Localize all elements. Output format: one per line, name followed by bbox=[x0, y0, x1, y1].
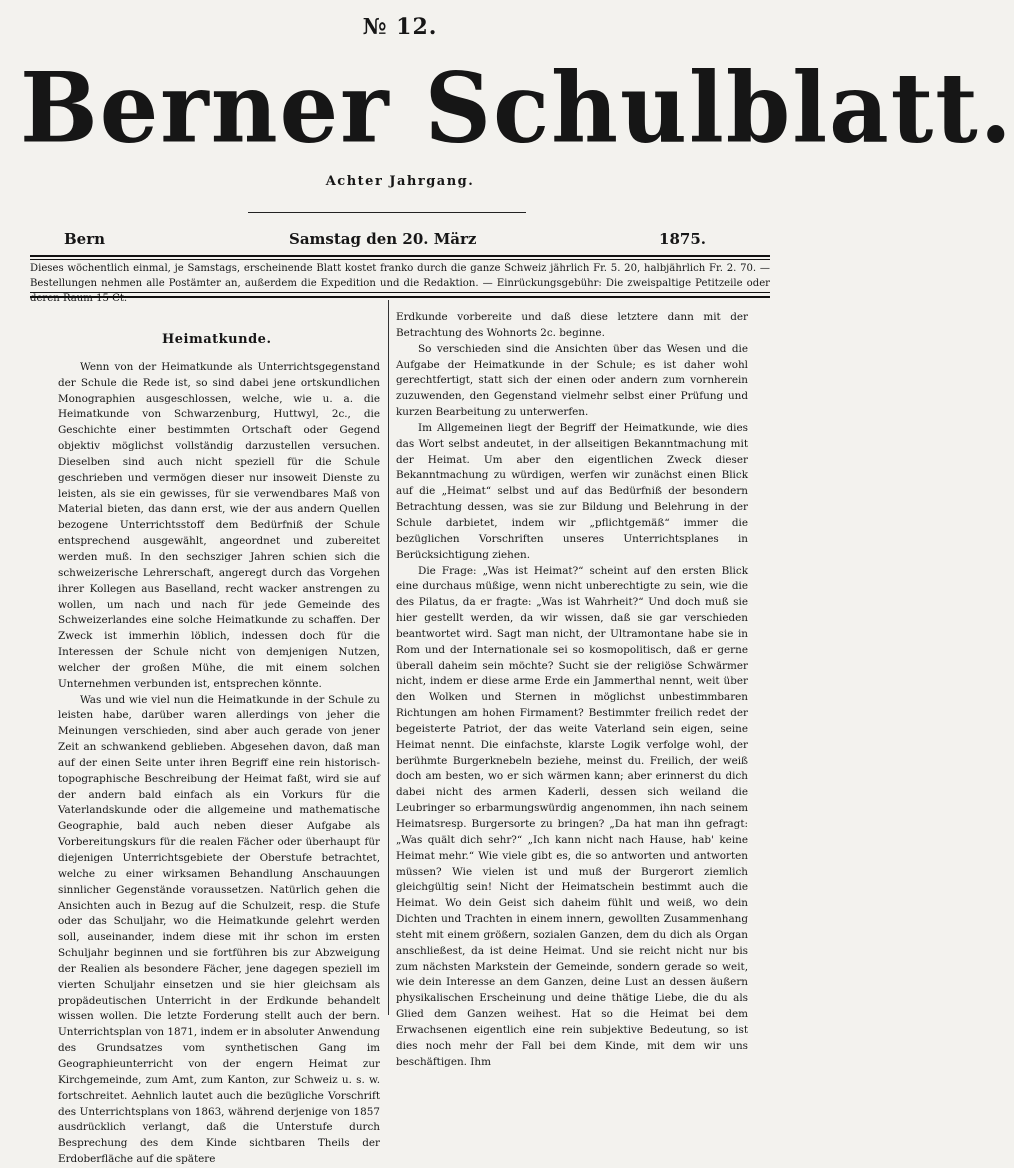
paragraph-continuation: Erdkunde vorbereite und daß diese letztere dann mit der Betrachtung des Wohnorts 2c. beginne. bbox=[396, 311, 748, 339]
masthead-title: Berner Schulblatt. bbox=[20, 51, 1014, 165]
rule-bottom-thin bbox=[30, 292, 770, 293]
volume-line: Achter Jahrgang. bbox=[325, 174, 475, 189]
dateline-place: Bern bbox=[64, 230, 106, 248]
rule-top-thick bbox=[30, 255, 770, 257]
column-divider bbox=[388, 300, 389, 1015]
rule-top-thin bbox=[30, 259, 770, 260]
paragraph: Wenn von der Heimatkunde als Unterrichtsgegenstand der Schule die Rede ist, so sind dabei jene ortskundlichen Monographien ausgeschlossen, welche, wie u. a. die Heimatkunde von Schwarzenburg, Huttwyl, 2c., die Geschichte einer bestimmten Ortschaft oder Gegend objektiv möglichst vollständig darzustellen versuchen. Dieselben sind auch nicht speziell für die Schule geschrieben und vermögen dieser nur insoweit Dienste zu leisten, als sie ein gewisses, für sie verwendbares Maß von Material bieten, das dann erst, wie der aus andern Quellen bezogene Unterrichtsstoff dem Bedürfniß der Schule entsprechend ausgewählt, angeordnet und zubereitet werden muß. In den sechsziger Jahren schien sich die schweizerische Lehrerschaft, angeregt durch das Vorgehen ihrer Kollegen aus Baselland, recht wacker anstrengen zu wollen, um nach und nach für jede Gemeinde des Schweizerlandes eine solche Heimatkunde zu schaffen. Der Zweck ist immerhin löblich, indessen doch für die Interessen der Schule nicht von demjenigen Nutzen, welcher der großen Mühe, die mit einem solchen Unternehmen verbunden ist, entsprechen könnte. bbox=[58, 360, 380, 690]
paragraph: Die Frage: „Was ist Heimat?“ scheint auf den ersten Blick eine durchaus müßige, wenn nicht unberechtigte zu sein, wie die des Pilatus, da er fragte: „Was ist Wahrheit?“ Und doch muß sie hier gestellt werden, da wir wissen, daß sie gar verschieden beantwortet wird. Sagt man nicht, der Ultramontane habe sie in Rom und der Internationale sei so kosmopolitisch, daß er gerne überall daheim sein möchte? Sucht sie der religiöse Schwärmer nicht, indem er diese arme Erde ein Jammerthal nennt, weit über den Wolken und Sternen in möglichst unbestimmbaren Richtungen am hohen Firmament? Bestimmter freilich redet der begeisterte Patriot, der das weite Vaterland sein eigen, seine Heimat nennt. Die einfachste, klarste Logik verfolge wohl, der berühmte Burgerknebeln beziehe, meinst du. Freilich, der weiß doch am besten, wo er sich wärmen kann; aber erinnerst du dich dabei nicht des armen Kaderli, dessen sich weiland die Leubringer so erbarmungswürdig angenommen, ihn nach seinem Heimatsresp. Burgersorte zu bringen? „Da hat man ihn gefragt: „Was quält dich sehr?“ „Ich kann nicht nach Hause, hab' keine Heimat mehr.“ Wie viele gibt es, die so antworten und antworten müssen? Wie vielen ist und muß der Burgerort ziemlich gleichgültig sein! Nicht der Heimatschein bestimmt auch die Heimat. Wo dein Geist sich daheim fühlt und weiß, wo dein Dichten und Trachten in einem innern, gewollten Zusammenhang steht mit einem größern, sozialen Ganzen, dem du dich als Organ anschließest, da ist deine Heimat. Und sie reicht nicht nur bis zum nächsten Markstein der Gemeinde, sondern gerade so weit, wie dein Interesse an dem Ganzen, deine Lust an dessen äußern physikalischen Erscheinung und deine thätige Liebe, die du als Glied dem Ganzen weihest. Hat so die Heimat bei dem Erwachsenen eigentlich eine rein subjektive Bedeutung, so ist dies noch mehr der Fall bei dem Kinde, mit dem wir uns beschäftigen. Ihm bbox=[396, 564, 748, 1068]
article-heading: Heimatkunde. bbox=[162, 332, 272, 347]
dateline bbox=[64, 230, 706, 250]
rule-bottom-thick bbox=[30, 296, 770, 298]
subscription-notice: Dieses wöchentlich einmal, je Samstags, erscheinende Blatt kostet franko durch die ganze Schweiz jährlich Fr. 5. 20, halbjährlich Fr. 2. 70. — Bestellungen nehmen alle Postämter an, außerdem die Expedition und die Redaktion. — Einrückungsgebühr: Die zweispaltige Petitzeile oder deren Raum 15 Ct. bbox=[30, 263, 770, 304]
paragraph: Was und wie viel nun die Heimatkunde in der Schule zu leisten habe, darüber waren allerdings von jeher die Meinungen verschieden, sind aber auch gerade von jener Zeit an schwankend geblieben. Abgesehen davon, daß man auf der einen Seite unter ihren Begriff eine rein historisch-topographische Beschreibung der Heimat faßt, wird sie auf der andern bald einfach als ein Vorkurs für die Vaterlandskunde oder die allgemeine und mathematische Geographie, bald auch neben dieser Aufgabe als Vorbereitungskurs für die realen Fächer oder überhaupt für diejenigen Unterrichtsgebiete der Oberstufe betrachtet, welche zu einer wirksamen Behandlung Anschauungen sinnlicher Gegenstände voraussetzen. Natürlich gehen die Ansichten auch in Bezug auf die Schulzeit, resp. die Stufe oder das Schuljahr, wo die Heimatkunde gelehrt werden soll, auseinander, indem diese mit ihr schon im ersten Schuljahr beginnen und sie fortführen bis zur Abzweigung der Realien als besondere Fächer, jene dagegen speziell im vierten Schuljahr einsetzen und sie hier gleichsam als propädeutischen Unterricht in der Erdkunde behandelt wissen wollen. Die letzte Forderung stellt auch der bern. Unterrichtsplan von 1871, indem er in absoluter Anwendung des Grundsatzes vom synthetischen Gang im Geographieunterricht von der engern Heimat zur Kirchgemeinde, zum Amt, zum Kanton, zur Schweiz u. s. w. fortschreitet. Aehnlich lautet auch die bezügliche Vorschrift des Unterrichtsplans von 1863, während derjenige von 1857 ausdrücklich verlangt, daß die Unterstufe durch Besprechung des dem Kinde sichtbaren Theils der Erdoberfläche auf die spätere bbox=[58, 693, 380, 1166]
column-right bbox=[396, 310, 748, 1071]
masthead-rule bbox=[248, 212, 526, 213]
issue-number: № 12. bbox=[362, 14, 438, 40]
column-left bbox=[58, 310, 380, 1168]
dateline-date: Samstag den 20. März bbox=[289, 230, 477, 248]
paragraph: Im Allgemeinen liegt der Begriff der Heimatkunde, wie dies das Wort selbst andeutet, in der allseitigen Bekanntmachung mit der Heimat. Um aber den eigentlichen Zweck dieser Bekanntmachung zu würdigen, werfen wir zunächst einen Blick auf die „Heimat“ selbst und auf das Bedürfniß der besondern Betrachtung dessen, was sie zur Bildung und Belehrung in der Schule darbietet, indem wir „pflichtgemäß“ immer die bezüglichen Vorschriften unseres Unterrichtsplanes in Berücksichtigung ziehen. bbox=[396, 421, 748, 561]
paragraph: So verschieden sind die Ansichten über das Wesen und die Aufgabe der Heimatkunde in der Schule; es ist daher wohl gerechtfertigt, statt sich der einen oder andern zum vornherein zuzuwenden, den Gegenstand vielmehr selbst einer Prüfung und kurzen Bearbeitung zu unterwerfen. bbox=[396, 342, 748, 419]
dateline-year: 1875. bbox=[659, 230, 706, 248]
